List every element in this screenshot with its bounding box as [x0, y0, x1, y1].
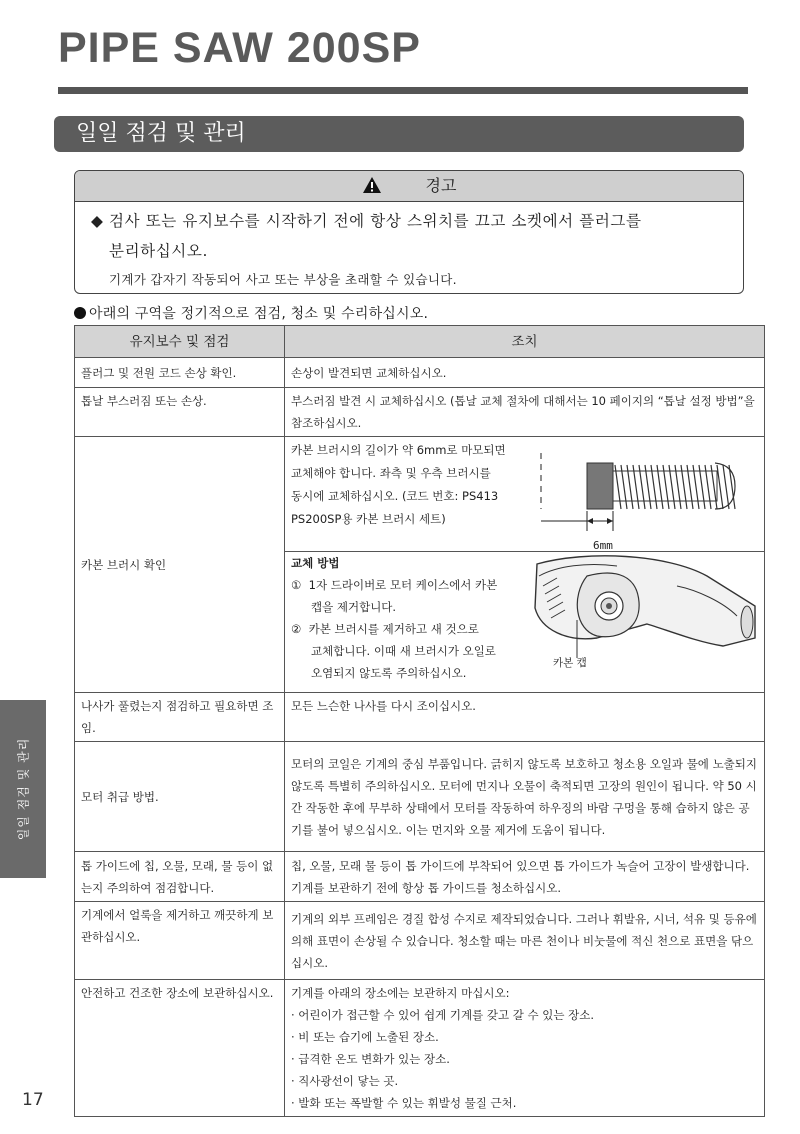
row-item: 기계에서 얼룩을 제거하고 깨끗하게 보관하십시오. — [75, 902, 285, 980]
warning-box — [74, 170, 744, 294]
table-header-row — [75, 326, 765, 358]
row-item: 모터 취급 방법. — [75, 742, 285, 852]
storage-bullet: · 어린이가 접근할 수 있어 쉽게 기계를 갖고 갈 수 있는 장소. — [291, 1008, 595, 1022]
table-row — [75, 852, 765, 902]
row-item: 안전하고 건조한 장소에 보관하십시오. — [75, 980, 285, 1117]
brush-wear-section — [285, 437, 764, 552]
page-number: 17 — [22, 1090, 44, 1110]
replacement-method — [291, 552, 758, 690]
warning-triangle-icon — [362, 176, 382, 194]
table-row — [75, 358, 765, 388]
table-row — [75, 742, 765, 852]
brush-text-line: 카본 브러시의 길이가 약 6mm로 마모되면 — [291, 443, 506, 457]
side-tab-label: 일일 점검 및 관리 — [16, 737, 31, 841]
warning-header — [75, 171, 743, 202]
method-step-2: ② 카본 브러시를 제거하고 새 것으로 — [291, 622, 479, 636]
brush-text-line: 동시에 교체하십시오. (코드 번호: PS413 — [291, 489, 499, 503]
warning-line-3: 기계가 갑자기 작동되어 사고 또는 부상을 초래할 수 있습니다. — [109, 272, 457, 287]
table-row-carbon-brush — [75, 437, 765, 693]
header-maintenance: 유지보수 및 점검 — [75, 326, 285, 358]
row-action: 부스러짐 발견 시 교체하십시오 (톱날 교체 절차에 대해서는 10 페이지의 “톱날 설정 방법”을 참조하십시오. — [285, 388, 765, 437]
method-step-2-cont: 오염되지 않도록 주의하십시오. — [311, 666, 467, 680]
row-action: 칩, 오물, 모래 물 등이 톱 가이드에 부착되어 있으면 톱 가이드가 녹슬어 고장이 발생합니다. 기계를 보관하기 전에 항상 톱 가이드를 청소하십시오. — [285, 852, 765, 902]
storage-bullet: · 급격한 온도 변화가 있는 장소. — [291, 1052, 450, 1066]
method-step-1: ① 1자 드라이버로 모터 케이스에서 카본 — [291, 578, 498, 592]
table-row — [75, 902, 765, 980]
brush-dimension-label: 6mm — [593, 539, 613, 552]
document-title: PIPE SAW 200SP — [58, 24, 421, 72]
row-action: 기계의 외부 프레임은 경질 합성 수지로 제작되었습니다. 그러나 휘발유, 시너, 석유 및 등유에 의해 표면이 손상될 수 있습니다. 청소할 때는 마른 천이나 비눗물에 적신 천으로 표면을 닦으십시오. — [285, 902, 765, 980]
brush-text — [291, 439, 523, 531]
storage-bullet: · 발화 또는 폭발할 수 있는 휘발성 물질 근처. — [291, 1096, 517, 1110]
row-item: 톱 가이드에 칩, 오물, 모래, 물 등이 없는지 주의하여 점검합니다. — [75, 852, 285, 902]
carbon-cap-label: 카본 캡 — [553, 657, 587, 669]
method-title: 교체 방법 — [291, 556, 340, 570]
row-item: 톱날 부스러짐 또는 손상. — [75, 388, 285, 437]
intro-label: 아래의 구역을 정기적으로 점검, 청소 및 수리하십시오. — [89, 306, 429, 322]
bullet-dot-icon — [74, 307, 86, 319]
table-row — [75, 693, 765, 742]
brush-text-line: 교체해야 합니다. 좌측 및 우측 브러시를 — [291, 466, 491, 480]
carbon-brush-figure — [535, 449, 745, 543]
storage-bullet: · 직사광선이 닿는 곳. — [291, 1074, 399, 1088]
method-step-1-cont: 캡을 제거합니다. — [311, 600, 397, 614]
row-item: 나사가 풀렸는지 점검하고 필요하면 조임. — [75, 693, 285, 742]
row-action-carbon-brush — [285, 437, 765, 693]
row-item: 플러그 및 전원 코드 손상 확인. — [75, 358, 285, 388]
header-action: 조치 — [285, 326, 765, 358]
warning-line-2: 분리하십시오. — [109, 242, 208, 260]
row-item: 카본 브러시 확인 — [75, 437, 285, 693]
section-heading: 일일 점검 및 관리 — [54, 116, 744, 152]
method-step-2-cont: 교체합니다. 이때 새 브러시가 오일로 — [311, 644, 496, 658]
method-text — [291, 552, 531, 684]
row-action: 모든 느슨한 나사를 다시 조이십시오. — [285, 693, 765, 742]
title-rule — [58, 87, 748, 94]
warning-line-1: ◆ 검사 또는 유지보수를 시작하기 전에 항상 스위치를 끄고 소켓에서 플러그를 — [91, 212, 642, 230]
intro-text — [74, 303, 428, 323]
warning-heading: 경고 — [425, 176, 457, 195]
storage-intro: 기계를 아래의 장소에는 보관하지 마십시오: — [291, 986, 510, 1000]
row-action: 손상이 발견되면 교체하십시오. — [285, 358, 765, 388]
table-row — [75, 388, 765, 437]
brush-text-line: PS200SP용 카본 브러시 세트) — [291, 512, 446, 526]
maintenance-table — [74, 325, 765, 1117]
row-action: 모터의 코일은 기계의 중심 부품입니다. 긁히지 않도록 보호하고 청소용 오일과 물에 노출되지 않도록 특별히 주의하십시오. 모터에 먼지나 오물이 축적되면 고장의 원인이 됩니다. 약 50 시간 작동한 후에 무부하 상태에서 모터를 작동하여 하우징의 바람 구멍을 통해 습하지 않은 공기를 불어 넣으십시오. 이는 먼지와 오물 제거에 도움이 됩니다. — [285, 742, 765, 852]
side-tab — [0, 700, 46, 878]
row-action-storage — [285, 980, 765, 1117]
table-row-storage — [75, 980, 765, 1117]
storage-bullet: · 비 또는 습기에 노출된 장소. — [291, 1030, 439, 1044]
